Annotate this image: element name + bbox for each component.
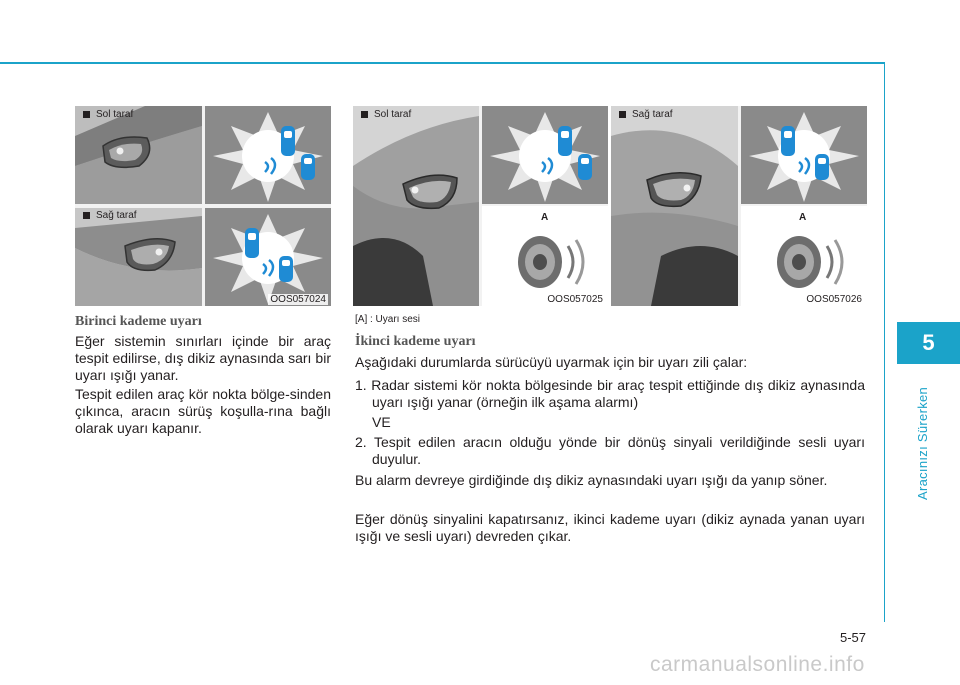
mirror-photo-left	[75, 106, 202, 204]
indicator-panel-right-figure	[741, 106, 867, 204]
car-side-photo-right	[611, 106, 738, 306]
figure-right	[611, 106, 867, 306]
square-bullet-icon	[83, 111, 90, 118]
figure-left-label-bottom: Sağ taraf	[83, 210, 137, 221]
list-item-2: 2. Tespit edilen aracın olduğu yönde bir dönüş sinyali verildiğinde sesli uyarı duyulur.	[355, 434, 865, 467]
figure-right-code: OOS057026	[806, 294, 862, 305]
chapter-title: Aracınızı Sürerken	[915, 386, 930, 500]
car-side-photo-middle	[353, 106, 479, 306]
right-paragraph-1: Bu alarm devreye girdiğinde dış dikiz aynasındaki uyarı ışığı da yanıp söner.	[355, 472, 828, 488]
figure-middle-code: OOS057025	[547, 294, 603, 305]
indicator-panel-right	[205, 208, 331, 306]
list-connector: VE	[372, 414, 391, 430]
header-rule	[0, 62, 884, 64]
second-stage-heading: İkinci kademe uyarı	[355, 334, 476, 349]
figure-left-label-top: Sol taraf	[83, 109, 133, 120]
chapter-number-tab: 5	[897, 322, 960, 364]
page-number: 5-57	[840, 630, 867, 645]
speaker-marker-right: A	[799, 212, 807, 223]
first-stage-heading: Birinci kademe uyarı	[75, 314, 202, 329]
square-bullet-icon	[83, 212, 90, 219]
left-paragraph-1: Eğer sistemin sınırları içinde bir araç tespit edilirse, dış dikiz aynasında sarı bir uyarı ışığı yanar.	[75, 333, 331, 383]
figure-right-label: Sağ taraf	[619, 109, 673, 120]
square-bullet-icon	[361, 111, 368, 118]
list-item-1: 1. Radar sistemi kör nokta bölgesinde bir araç tespit ettiğinde dış dikiz aynasında uyarı ışığı yanar (örneğin ilk aşama alarmı)	[355, 377, 865, 410]
margin-rule	[884, 62, 885, 622]
figure-left-code: OOS057024	[270, 294, 326, 305]
right-intro: Aşağıdaki durumlarda sürücüyü uyarmak için bir uyarı zili çalar:	[355, 354, 748, 370]
figure-middle	[353, 106, 608, 306]
figure-caption: [A] : Uyarı sesi	[355, 314, 421, 325]
indicator-panel-middle	[482, 106, 608, 204]
indicator-panel-left	[205, 106, 331, 204]
figure-left	[75, 106, 331, 306]
square-bullet-icon	[619, 111, 626, 118]
figure-middle-label: Sol taraf	[361, 109, 411, 120]
mirror-photo-right	[75, 208, 202, 306]
watermark-text: carmanualsonline.info	[650, 653, 865, 676]
left-paragraph-2: Tespit edilen araç kör nokta bölge-sinden çıkınca, aracın sürüş koşulla-rına bağlı olarak uyarı kapanır.	[75, 386, 331, 436]
right-paragraph-2: Eğer dönüş sinyalini kapatırsanız, ikinci kademe uyarı (dikiz aynada yanan uyarı ışığı ve sesli uyarı) devreden çıkar.	[355, 511, 865, 544]
speaker-marker-middle: A	[541, 212, 549, 223]
